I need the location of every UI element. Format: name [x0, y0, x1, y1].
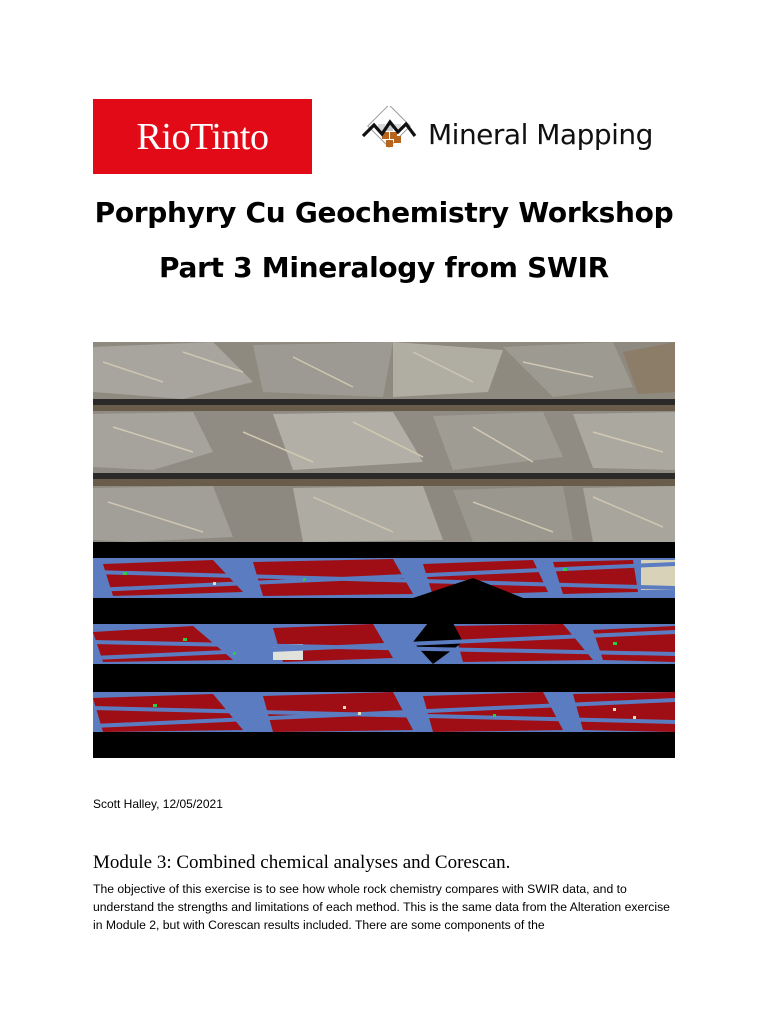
core-photo-and-corescan-map — [93, 342, 675, 758]
module-heading: Module 3: Combined chemical analyses and Corescan. — [93, 852, 511, 873]
mineral-mapping-logo-text: Mineral Mapping — [428, 117, 653, 151]
mineral-mapping-logo — [360, 104, 660, 164]
page-title: Porphyry Cu Geochemistry Workshop — [94, 196, 674, 229]
author-date: Scott Halley, 12/05/2021 — [93, 797, 223, 811]
module-paragraph: The objective of this exercise is to see how whole rock chemistry compares with SWIR data, and to understand the strengths and limitations of each method. This is the same data from the Alteration exercise in Module 2, but with Corescan results included. There are some components of the — [93, 882, 670, 932]
core-image-figure — [93, 342, 675, 758]
riotinto-logo — [93, 99, 312, 174]
riotinto-logo-text: RioTinto — [136, 115, 269, 158]
page-subtitle: Part 3 Mineralogy from SWIR — [159, 251, 609, 284]
mineral-mapping-icon — [360, 106, 418, 162]
core-photo — [93, 342, 675, 542]
corescan-map — [93, 542, 675, 758]
